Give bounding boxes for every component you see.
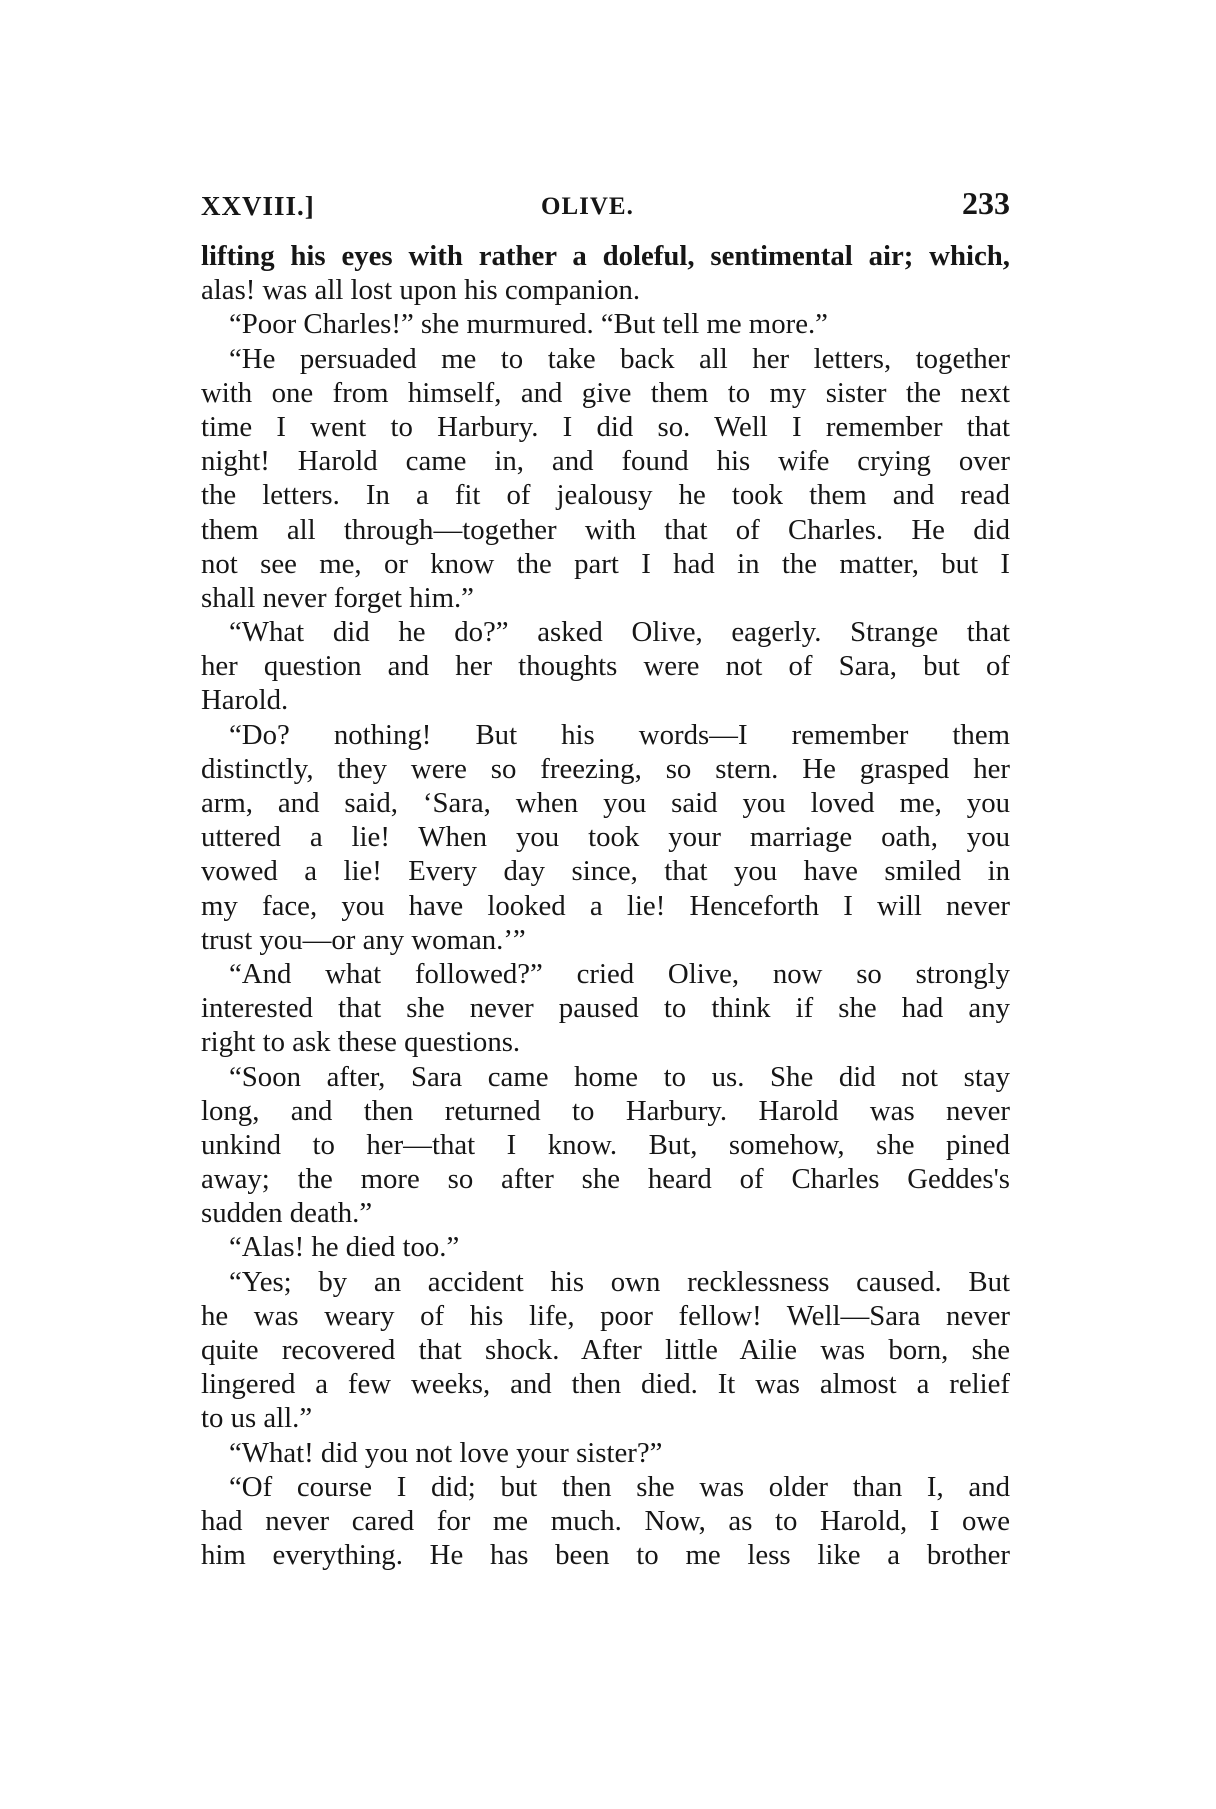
text-line: sudden death.” <box>201 1197 373 1230</box>
book-title: OLIVE. <box>541 193 634 220</box>
text-line: trust you—or any woman.’” <box>201 923 526 956</box>
text-line: “What did he do?” asked Olive, eagerly. Strange that <box>229 616 1010 649</box>
text-line: unkind to her—that I know. But, somehow, she pined <box>201 1128 1010 1161</box>
text-line: interested that she never paused to think if she had any <box>201 992 1010 1025</box>
text-line: not see me, or know the part I had in the matter, but I <box>201 547 1010 580</box>
text-line: distinctly, they were so freezing, so stern. He grasped her <box>201 752 1010 785</box>
text-line: “Yes; by an accident his own recklessness caused. But <box>229 1265 1010 1298</box>
text-line: arm, and said, ‘Sara, when you said you loved me, you <box>201 787 1010 819</box>
text-line: long, and then returned to Harbury. Harold was never <box>201 1094 1010 1127</box>
text-line: the letters. In a fit of jealousy he took them and read <box>201 479 1010 512</box>
text-line: my face, you have looked a lie! Henceforth I will never <box>201 889 1010 922</box>
text-line: them all through—together with that of Charles. He did <box>201 513 1010 546</box>
text-line: right to ask these questions. <box>201 1026 521 1059</box>
book-page <box>201 185 1010 1572</box>
text-line: “Of course I did; but then she was older than I, and <box>229 1470 1010 1503</box>
running-head <box>201 185 1010 225</box>
text-line: away; the more so after she heard of Charles Geddes's <box>201 1163 1010 1196</box>
text-line: “Do? nothing! But his words—I remember them <box>229 718 1010 751</box>
text-line: lifting his eyes with rather a doleful, sentimental air; which, <box>201 240 1010 272</box>
text-line: uttered a lie! When you took your marriage oath, you <box>201 821 1010 854</box>
text-line: time I went to Harbury. I did so. Well I remember that <box>201 410 1010 443</box>
text-line: quite recovered that shock. After little Ailie was born, she <box>201 1334 1010 1366</box>
text-line: “Alas! he died too.” <box>229 1231 460 1264</box>
text-line: he was weary of his life, poor fellow! Well—Sara never <box>201 1299 1010 1332</box>
text-line: him everything. He has been to me less like a brother <box>201 1539 1010 1572</box>
text-line: “Soon after, Sara came home to us. She did not stay <box>229 1060 1010 1093</box>
text-line: to us all.” <box>201 1402 313 1435</box>
body-text <box>201 239 1010 1572</box>
text-line: Harold. <box>201 684 289 717</box>
text-line: night! Harold came in, and found his wife crying over <box>201 445 1010 478</box>
text-line: lingered a few weeks, and then died. It was almost a relief <box>201 1368 1010 1401</box>
text-line: her question and her thoughts were not of Sara, but of <box>201 650 1010 683</box>
text-line: “And what followed?” cried Olive, now so strongly <box>229 957 1010 990</box>
text-line: alas! was all lost upon his companion. <box>201 274 641 307</box>
chapter-number: XXVIII.] <box>201 191 315 221</box>
text-line: had never cared for me much. Now, as to Harold, I owe <box>201 1504 1010 1537</box>
text-line: “What! did you not love your sister?” <box>229 1436 663 1469</box>
page-number: 233 <box>962 185 1010 221</box>
text-line: shall never forget him.” <box>201 581 474 614</box>
text-line: “Poor Charles!” she murmured. “But tell me more.” <box>229 308 828 341</box>
text-line: “He persuaded me to take back all her letters, together <box>229 342 1010 375</box>
text-line: with one from himself, and give them to my sister the next <box>201 376 1010 409</box>
text-line: vowed a lie! Every day since, that you have smiled in <box>201 855 1010 888</box>
